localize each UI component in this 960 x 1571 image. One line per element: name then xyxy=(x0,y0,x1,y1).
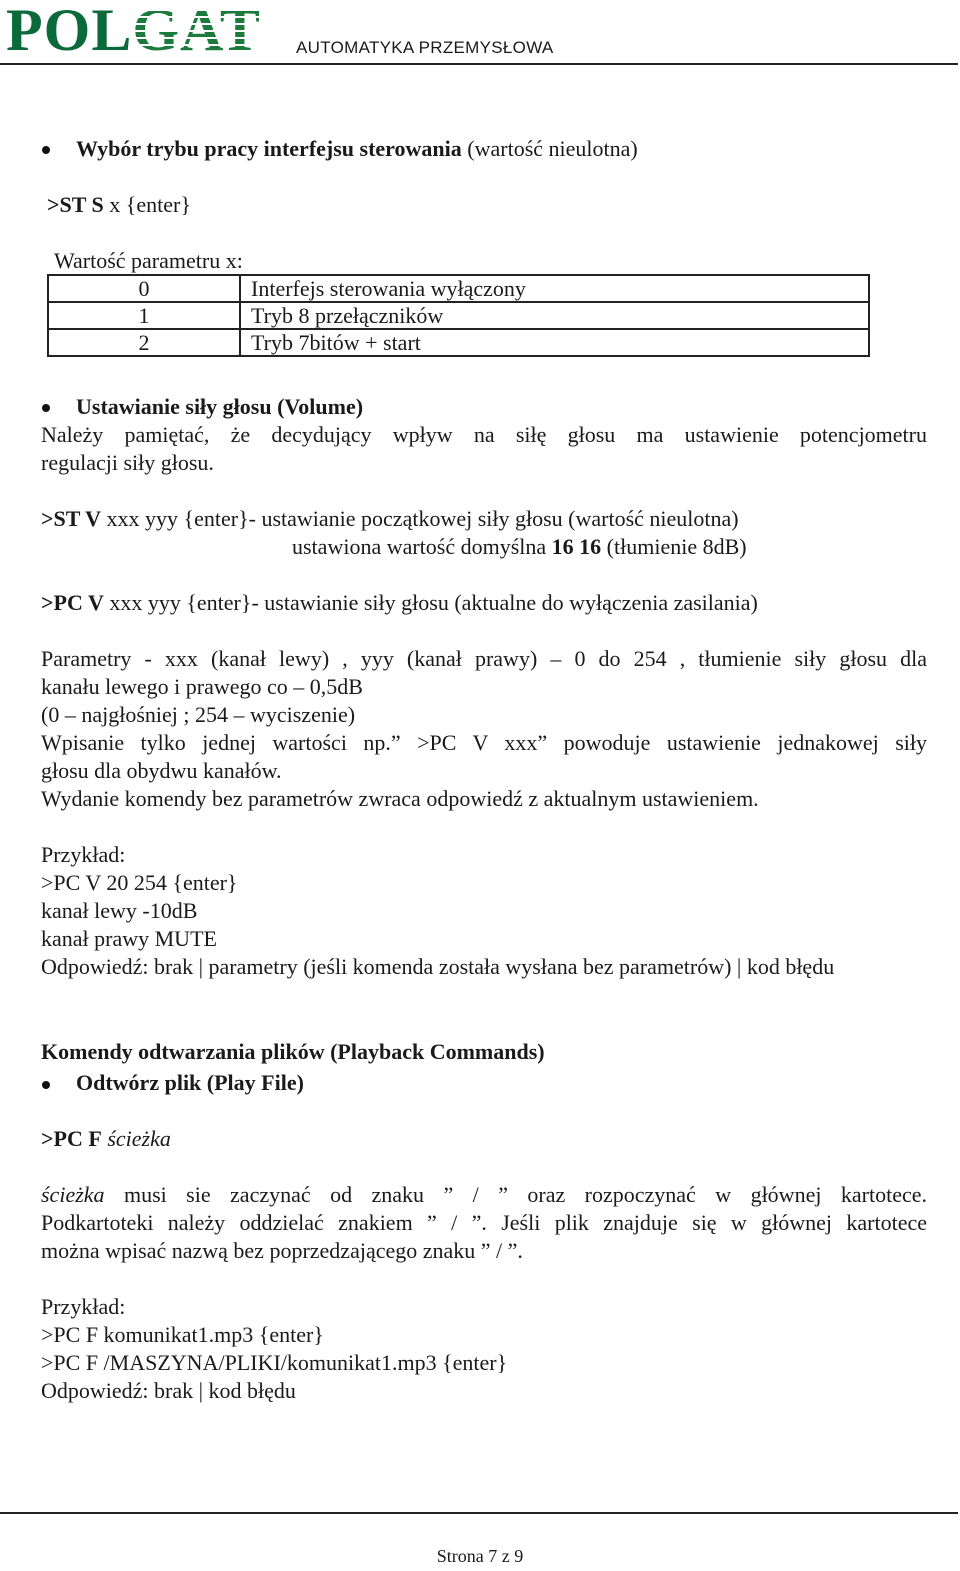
pc-f-command-bold: >PC F xyxy=(41,1126,102,1151)
bullet-icon xyxy=(42,404,50,412)
st-v-command xyxy=(41,505,739,533)
section1-title-suffix: (wartość nieulotna) xyxy=(461,136,638,161)
section1-command xyxy=(47,191,191,219)
header-subtitle: AUTOMATYKA PRZEMYSŁOWA xyxy=(296,38,554,57)
default-value-line xyxy=(292,533,747,561)
playback-heading: Komendy odtwarzania plików (Playback Commands) xyxy=(41,1039,545,1064)
table-cell-value: 2 xyxy=(48,329,240,356)
table-cell-desc: Interfejs sterowania wyłączony xyxy=(240,275,869,302)
path-line1-rest: musi sie zaczynać od znaku ” / ” oraz rozpoczynać w głównej kartotece. xyxy=(104,1182,927,1207)
table-cell-value: 1 xyxy=(48,302,240,329)
path-line1 xyxy=(41,1181,927,1209)
logo-text-gat: GAT xyxy=(132,0,261,63)
table-row xyxy=(48,275,869,302)
path-word: ścieżka xyxy=(41,1182,105,1207)
volume-response: Odpowiedź: brak | parametry (jeśli komenda została wysłana bez parametrów) | kod błędu xyxy=(41,954,835,979)
play-example-label: Przykład: xyxy=(41,1294,126,1319)
play-example-command1: >PC F komunikat1.mp3 {enter} xyxy=(41,1322,324,1347)
section1-bullet-title xyxy=(76,135,638,163)
pc-v-command xyxy=(41,589,758,617)
logo-text-pol: POL xyxy=(6,0,133,63)
params-line3: (0 – najgłośniej ; 254 – wyciszenie) xyxy=(41,702,356,727)
path-line2: Podkartoteki należy oddzielać znakiem ” / ”. Jeśli plik znajduje się w głównej kartotece xyxy=(41,1210,927,1235)
pc-f-command xyxy=(41,1125,171,1153)
table-cell-value: 0 xyxy=(48,275,240,302)
section1-command-bold: >ST S xyxy=(47,192,104,217)
table-row xyxy=(48,329,869,356)
params-line1: Parametry - xxx (kanał lewy) , yyy (kanał prawy) – 0 do 254 , tłumienie siły głosu dla xyxy=(41,646,927,671)
header-rule xyxy=(0,63,958,65)
params-line2: kanału lewego i prawego co – 0,5dB xyxy=(41,674,363,699)
section2-bullet-title: Ustawianie siły głosu (Volume) xyxy=(76,394,364,419)
play-example-command2: >PC F /MASZYNA/PLIKI/komunikat1.mp3 {enter} xyxy=(41,1350,508,1375)
company-logo xyxy=(6,0,261,63)
param-label: Wartość parametru x: xyxy=(54,248,243,273)
page-number: Strona 7 z 9 xyxy=(436,1546,524,1566)
default-prefix: ustawiona wartość domyślna xyxy=(292,534,552,559)
single-value-line1: Wpisanie tylko jednej wartości np.” >PC V xxx” powoduje ustawienie jednakowej siły xyxy=(41,730,927,755)
volume-note-line2: regulacji siły głosu. xyxy=(41,450,214,475)
pc-v-command-bold: >PC V xyxy=(41,590,104,615)
example-right-channel: kanał prawy MUTE xyxy=(41,926,217,951)
table-row xyxy=(48,302,869,329)
footer-rule xyxy=(0,1512,958,1514)
play-response: Odpowiedź: brak | kod błędu xyxy=(41,1378,296,1403)
default-values: 16 16 xyxy=(551,534,602,559)
single-value-line2: głosu dla obydwu kanałów. xyxy=(41,758,282,783)
example-left-channel: kanał lewy -10dB xyxy=(41,898,198,923)
volume-note-line1: Należy pamiętać, że decydujący wpływ na siłę głosu ma ustawienie potencjometru xyxy=(41,422,927,447)
section3-bullet-title: Odtwórz plik (Play File) xyxy=(76,1070,304,1095)
no-param-line: Wydanie komendy bez parametrów zwraca odpowiedź z aktualnym ustawieniem. xyxy=(41,786,759,811)
section1-title: Wybór trybu pracy interfejsu sterowania xyxy=(76,136,462,161)
pc-v-command-rest: xxx yyy {enter}- ustawianie siły głosu (aktualne do wyłączenia zasilania) xyxy=(103,590,758,615)
path-line3: można wpisać nazwą bez poprzedzającego znaku ” / ”. xyxy=(41,1238,523,1263)
st-v-command-rest: xxx yyy {enter}- ustawianie początkowej siły głosu (wartość nieulotna) xyxy=(101,506,739,531)
default-suffix: (tłumienie 8dB) xyxy=(601,534,747,559)
table-cell-desc: Tryb 7bitów + start xyxy=(240,329,869,356)
bullet-icon xyxy=(42,1081,50,1089)
param-table xyxy=(47,274,870,357)
example-command: >PC V 20 254 {enter} xyxy=(41,870,238,895)
example-label: Przykład: xyxy=(41,842,126,867)
st-v-command-bold: >ST V xyxy=(41,506,102,531)
pc-f-command-italic: ścieżka xyxy=(101,1126,171,1151)
section1-command-rest: x {enter} xyxy=(103,192,191,217)
bullet-icon xyxy=(42,146,50,154)
table-cell-desc: Tryb 8 przełączników xyxy=(240,302,869,329)
